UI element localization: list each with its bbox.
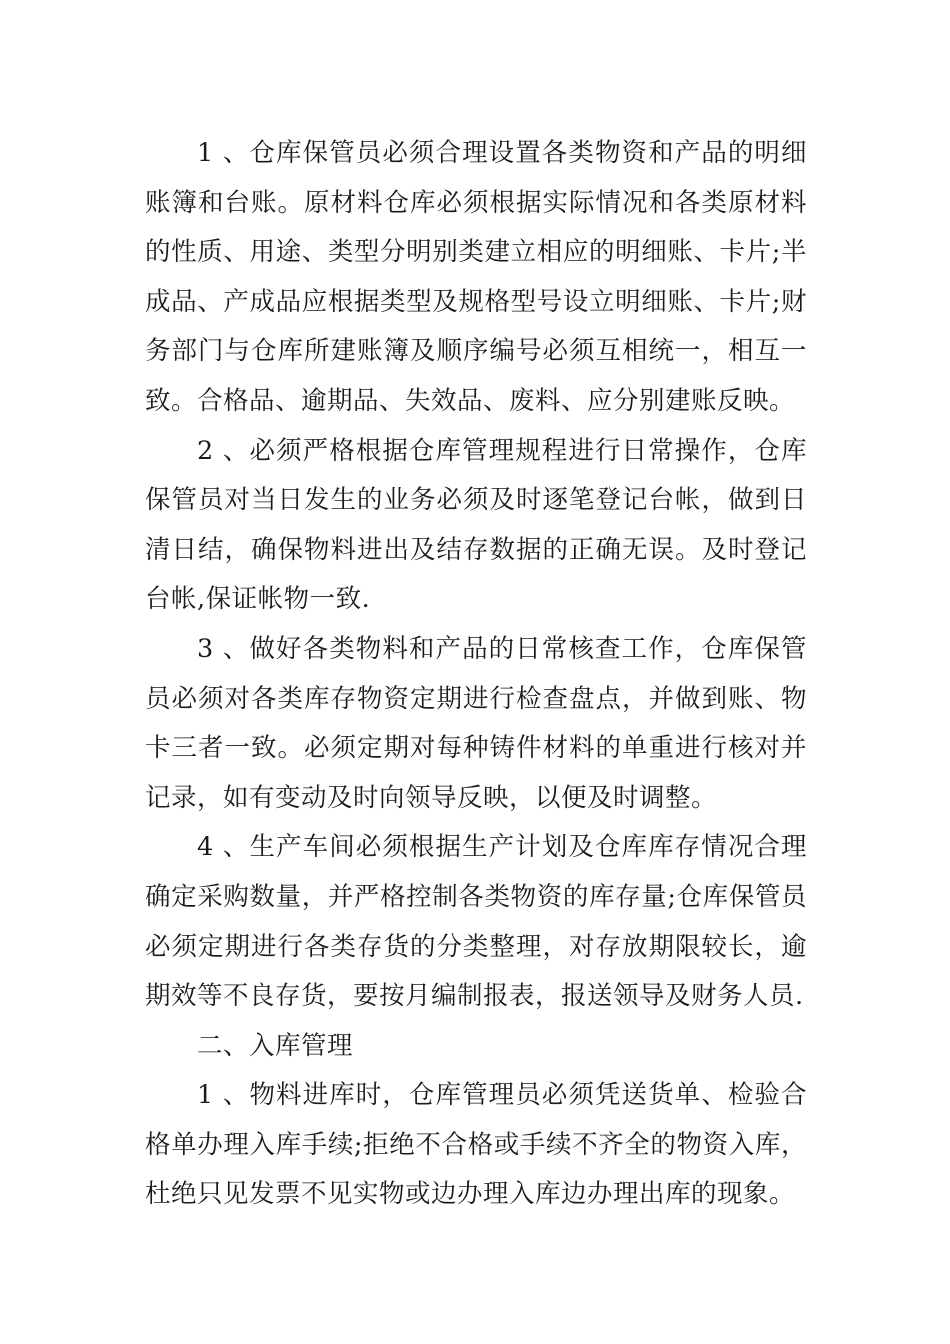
document-body <box>145 129 807 1220</box>
paragraph-3: 3 、做好各类物料和产品的日常核查工作，仓库保管员必须对各类库存物资定期进行检查盘点，并做到账、物卡三者一致。必须定期对每种铸件材料的单重进行核对并记录，如有变动及时向领导反映，以便及时调整。 <box>145 633 807 813</box>
paragraph-4: 4 、生产车间必须根据生产计划及仓库库存情况合理确定采购数量，并严格控制各类物资的库存量;仓库保管员必须定期进行各类存货的分类整理，对存放期限较长，逾期效等不良存货，要按月编制报表，报送领导及财务人员. <box>145 832 807 1012</box>
paragraph-5: 1 、物料进库时，仓库管理员必须凭送货单、检验合格单办理入库手续;拒绝不合格或手续不齐全的物资入库，杜绝只见发票不见实物或边办理入库边办理出库的现象。 <box>145 1080 807 1210</box>
section-heading-inbound: 二、入库管理 <box>197 1030 354 1061</box>
paragraph-2: 2 、必须严格根据仓库管理规程进行日常操作，仓库保管员对当日发生的业务必须及时逐笔登记台帐，做到日清日结，确保物料进出及结存数据的正确无误。及时登记台帐,保证帐物一致. <box>145 435 807 615</box>
paragraph-1: 1 、仓库保管员必须合理设置各类物资和产品的明细账簿和台账。原材料仓库必须根据实际情况和各类原材料的性质、用途、类型分明别类建立相应的明细账、卡片;半成品、产成品应根据类型及规格型号设立明细账、卡片;财务部门与仓库所建账簿及顺序编号必须互相统一，相互一致。合格品、逾期品、失效品、废料、应分别建账反映。 <box>145 138 807 416</box>
